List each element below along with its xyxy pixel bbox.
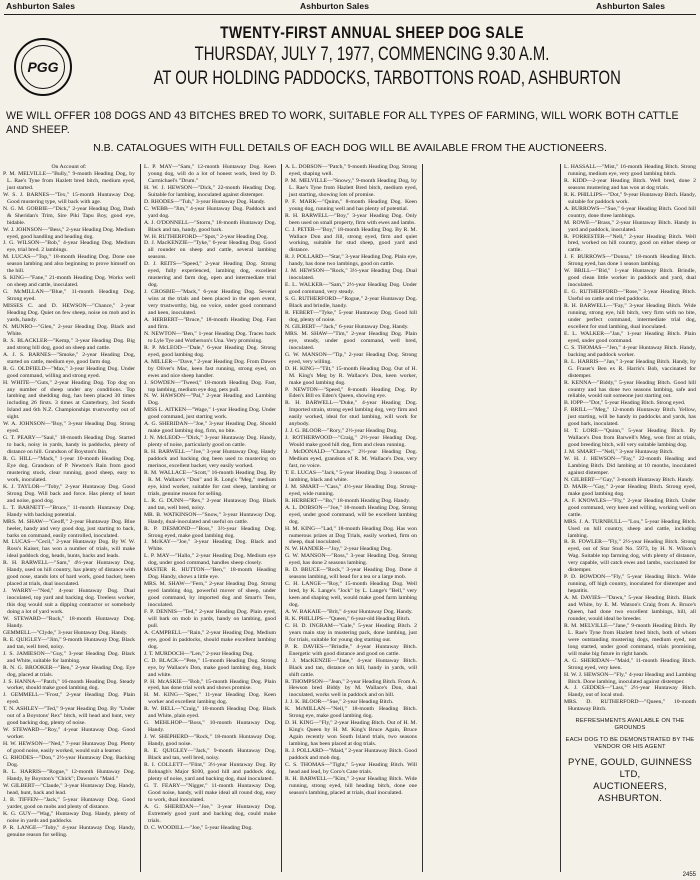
- pgg-logo-text: PGG: [21, 45, 65, 89]
- listing-entry: MRS. M. SHAW—"Fern," 2-year Heading Dog. Strong eyed lambing dog, powerful mover of sheep, under good command, by imported dog and Smart's Tess, inoculated.: [144, 581, 276, 609]
- listing-entry: T. E. LUCAS—"Jack," 5-year Heading Dog. 3 seasons of lambing, black and white.: [285, 469, 417, 483]
- auctioneer-line: PYNE, GOULD, GUINNESS LTD,: [567, 757, 693, 781]
- listing-entry: J. SOWDEN—"Tweed," 18-month Heading Dog. Fast, top lambing, medium eye dog, pets pull.: [144, 379, 276, 393]
- listing-column-2: [144, 164, 276, 872]
- sale-date: THURSDAY, JULY 7, 1977, COMMENCING 9.30 A.M.: [194, 44, 550, 65]
- listing-entry: R. B. FOWLER—"Fly," 2½-year Heading Bitch. Strong eyed, out of Star Stud No. 5973, by H. N. Wilson's Wag. Suitable top farming dog, with plenty of distance, very capable, will catch ewes and lambs, vaccinated for distemper.: [564, 539, 696, 574]
- listing-entry: G. W. MANSON—"Ross," 3-year Heading Dog. Strong eyed, has done 2 seasons lambing.: [285, 553, 417, 567]
- listing-entry: A. F. KNOWLES—"Fly," 2-year Heading Bitch. Under good command, very keen and willing, working well on cattle.: [564, 497, 696, 518]
- listing-entry: J. CROSBIE—"Mack," 6-year Heading Dog. Several wins at the trials and been placed in the open event, very trustworthy, big, no voice, under good command and keen, inoculated.: [144, 289, 276, 317]
- listing-entry: R. W. BELL—"Craig," 18-month Heading Dog. Black and White, plain eyed.: [144, 706, 276, 720]
- listing-entry: D. H. KING—"Tilt," 15-month Heading Dog. Out of H. M. King's Meg by R. Wallace's Don, keen worker, make good lambing dog.: [285, 365, 417, 386]
- listing-entry: M. LUCAS—"Top," 18-month Heading Dog. Done one season lambing and also beginning to prove himself on the hill.: [3, 254, 135, 275]
- listing-entry: MRS. D. RUTHERFORD—"Queen," 10-month Huntaway Bitch.: [564, 699, 696, 713]
- listing-entry: D. MAIR—"Gay," 2-year Heading Bitch. Strong eyed, make good lambing dog.: [564, 483, 696, 497]
- listing-entry: R. P. McLEOD—"Dale," 6-year Heading Dog. Strong eyed, good lambing dog.: [144, 344, 276, 358]
- listing-entry: J. W. SHEPHERD—"Rock," 18-month Huntaway Dog. Handy, good noise.: [144, 734, 276, 748]
- listing-entry: R. G. HILL—"Mack," 1-year 10-month Heading Dog. Eye dog. Grandson of P. Newton's Rain from good mustering stock, clear running, good sheep, easy to work, inoculated.: [3, 456, 135, 483]
- listing-entry: R. L. HARRIS—"Rogue," 12-month Huntaway Dog. Handy, by Boyston's "Chick"; Dawson's "Maid.": [3, 768, 135, 782]
- column-divider: [560, 164, 561, 872]
- listing-entry: J. G. WILSON—"Bob," 4-year Heading Dog. Medium eye, trial bred. 2 lambings.: [3, 240, 135, 254]
- listing-entry: G. MEHLHOP—"Boss," 10-month Huntaway Dog. Handy.: [144, 720, 276, 734]
- listing-entry: MRS. J. A. TURNBULL—"Lou," 5-year Heading Bitch. Used on hill country, sheep and cattle, including lambing.: [564, 518, 696, 539]
- listing-entry: D. J. MacKENZIE—"Tyke," 6-year Heading Dog. Good all rounder on sheep and cattle, several lambing seasons.: [144, 240, 276, 261]
- listing-entry: F. BRILL—"Meg," 12-month Huntaway Bitch. Yellow, just starting, will be handy in paddocks and yards, has good bark, inoculated.: [564, 407, 696, 428]
- listing-entry: A. CAMPBELL—"Rain," 2-year Heading Dog. Medium eye, good in paddocks, should make excellent lambing dog.: [144, 629, 276, 650]
- listing-entry: R. H. BARWELL—"Kim," 3-year Heading Bitch. Wide running, strong eyed, hill heading bitch, done one season's lambing, placed at trials, dual inoculated.: [285, 775, 417, 796]
- listing-entry: R. E. QUIGLEY—"Jack," 9-month Huntaway Dog. Black and tan, well bred, noisy.: [144, 748, 276, 762]
- listing-entry: N. NEWTON—"Ben," 1-year Heading Dog. Traces back to Lyle Tye and Wotherson's Una. Very promising.: [144, 330, 276, 344]
- listing-entry: G. T. FEARY—"Nigger," 11-month Huntaway Dog. Good noise, handy, will make ideal all round dog, easy to work, dual inoculated.: [144, 782, 276, 803]
- listing-entry: MISS L. AITKEN—"Wage," 1-year Heading Dog. Under good command, just starting work.: [144, 407, 276, 421]
- listing-entry: A. J. GEDDES—"Lass," 2½-year Huntaway Bitch. Handy, out of local stud.: [564, 685, 696, 699]
- listing-entry: R. P. DESMOND—"Boss," 3½-year Heading Dog. Strong eyed, make good lambing dog.: [144, 525, 276, 539]
- auctioneer-line: ASHBURTON.: [598, 793, 662, 805]
- listing-entry: C. S. THOMAS—"Tight," 5-year Heading Bitch. Will head and lead, by Coro's Cane trials.: [285, 761, 417, 775]
- listing-entry: D. RHODES—"Tuh," 3-year Huntaway Dog. Handy.: [144, 198, 266, 205]
- listing-entry: A. W. BAKAIE—"Brit," 4-year Huntaway Dog. Handy.: [285, 609, 413, 615]
- listing-entry: W. H. J. HEWSON—"Fay," 22-month Heading and Lambing Bitch. Did lambing at 10 months, inoculated against distemper.: [564, 456, 696, 476]
- listing-entry: J. M. SMART—"Cass," 4½-year Heading Dog. Strong-eyed, wide running.: [285, 483, 417, 497]
- listing-columns: [3, 164, 697, 872]
- listing-entry: R. D. BRUCE—"Rock," 3-year Heading Dog. Done 4 seasons lambing, will head for a tea or a large mob.: [285, 567, 417, 581]
- listing-entry: J. ROTHERWOOD—"Craig," 2½-year Heading Dog. Would make good hill dog, firm and clean running.: [285, 435, 417, 449]
- listing-entry: G. RHODES—"Don," 2½-year Huntaway Dog. Backing Dog.: [3, 755, 135, 768]
- listing-entry: M. LUCAS—"Cecil," 2-year Huntaway Dog. By W. W. Ross's Kaiser, has won a number of trials, will make ideal paddock dog, heads, hunts, backs and leads.: [3, 539, 135, 560]
- listing-entry: R. M. WALLACE—"Scott," 16-month Heading Dog. By R. M. Wallace's "Don" and R. Long's "Meg," medium eye, kind worker, suitable for cast sheep, lambing or trials, genuine reason for selling.: [144, 469, 276, 497]
- listing-entry: W. STEWARD—"Roy," 4-year Huntaway Dog. Good worker.: [3, 727, 135, 741]
- listing-entry: A. J. S. BARNES—"Smoke," 2-year Heading Dog, started on cattle, medium eye, good farm dog.: [3, 351, 135, 365]
- listing-entry: J. J. K. BLOOR—"Sue," 2-year Heading Bitch.: [285, 699, 394, 706]
- listing-entry: A. L. DOBSON—"Joe," 18-month Heading Dog. Strong eyed, under good command, will be excellent lambing dog.: [285, 504, 417, 525]
- listing-entry: S. G. RUTHERFORD—"Rogue," 2-year Huntaway Dog. Black and brindle, handy.: [285, 296, 417, 310]
- listing-column-1: [3, 164, 135, 872]
- listing-entry: H. T. LORE—"Quinn," 5-year Heading Bitch. By Wallace's Don from Barwell's Meg, won first at trials, good breeding bitch, will very suitable lambing dog.: [564, 428, 696, 449]
- listing-entry: H. M. KING—"Spec," 11-year Heading Dog. Keen worker and excellent lambing dog.: [144, 692, 276, 706]
- header-rule: [4, 14, 696, 15]
- listing-entry: P. M. MELVILLE—"Snowy," 9-month Heading Dog, by L. Rae's Tyne from Hazlett Bred bitch, medium eyed, just starting, showing lots of promise.: [285, 177, 417, 198]
- listing-entry: R. H. BARWELL—"Fay," 3-year Heading Bitch. Wide running, strong eye, hill bitch, very firm with no bite, under perfect command, intermediate trial dog, excellent for stud lambing, dual inoculated.: [564, 303, 696, 330]
- listing-entry: R. H. BARWELL—"Joe," 3-year Huntaway Dog. Handy paddock and backing dog been used to mustering on merinos, excellent backer, very easily worked.: [144, 449, 276, 469]
- listing-entry: H. W. J. HEWSON—"Fly," 4-year Heading and Lambing Bitch. Done lambing, inoculated against distemper.: [564, 671, 696, 685]
- column-divider: [140, 164, 141, 872]
- listing-entry: A. M. DAVIES—"Dawn," 5-year Heading Bitch. Black and White, by E. M. Watson's Craig from A. Bruce's Queen, had done two excellent lambings, hill, all rounder, would ideal be breeder.: [564, 595, 696, 622]
- listing-entry: P. D. BOWDON—"Fly," 5-year Heading Bitch. Wide running, off high country, inoculated for distemper and hepatitis.: [564, 574, 696, 595]
- listing-entry: R. K. PHILLIPS—"Queen," 6-year-old Heading Bitch.: [285, 615, 411, 622]
- running-header-center: Ashburton Sales: [300, 1, 370, 11]
- listing-entry: P. M. MELVILLE—"Bully," 9-month Heading Dog, by L. Rae's Tyne from Hazlett bred bitch, medium eyed, just started.: [3, 170, 135, 191]
- listing-column-4: [426, 164, 558, 872]
- listing-entry: G. W. MANSON—"Tip," 2-year Heading Dog. Strong eyed, very willing.: [285, 351, 417, 365]
- title-block: [92, 23, 652, 91]
- listing-column-5: [564, 164, 696, 872]
- listing-entry: P. NEWTON—"Speed," 8-month Heading Dog. By Eden's Bill ex Eden's Queen, showing eye.: [285, 386, 417, 400]
- listing-entry: A. HERBERT—"Bruce," 18-month Heading Dog. Fast and firm.: [144, 316, 276, 330]
- listing-entry: A. BURROWS—"Sue," 6-year Heading Bitch. Good hill country, done three lambings.: [564, 205, 696, 219]
- listing-entry: A. L. DOBSON—"Patch," 9-month Heading Dog. Strong eyed, shaping well.: [285, 164, 417, 177]
- running-header-right: Ashburton Sales: [596, 1, 666, 11]
- listing-entry: R. J. POLLARD—"Star," 3-year Heading Dog. Plain eye, handy, has done two lambings, good on cattle.: [285, 254, 417, 268]
- listing-entry: D. H. KING—"Fly," 2-year Heading Bitch. Out of H. M. King's Queen by H. M. King's Bruce Again, Bruce Again recently won South Island trials, two seasons lambing, has been placed at dog trials.: [285, 720, 417, 748]
- listing-entry: R. HERBERT—"Bo," 18-month Heading Dog. Handy.: [285, 497, 411, 504]
- page-number: 2455: [682, 872, 696, 878]
- listing-entry: W. H. RUTHERFORD—"Spot," 2-year Heading Dog.: [144, 233, 269, 240]
- listing-entry: MRS. M. SHAW—"Geoff," 2-year Huntaway Dog. Blue heeler, handy and very good dog, just starting to back, barks on command, easily controlled, inoculated.: [3, 518, 135, 539]
- listing-entry: R. G. OLDFIELD—"Max," 3-year Heading Dog. Under good command, willing and strong eyed.: [3, 365, 135, 379]
- listing-entry: R. FEBERT—"Tyke," 5-year Huntaway Dog. Good hill dog, plenty of noise.: [285, 310, 417, 323]
- listing-entry: C. WEBB—"Jim," 4-year Huntaway Dog. Paddock and yard dog.: [144, 205, 276, 219]
- sale-venue: AT OUR HOLDING PADDOCKS, TARBOTTONS ROAD, ASHBURTON: [153, 68, 621, 89]
- listing-entry: R. KIDD—2-year Heading Bitch. Well bred, done 2 seasons mustering and has won at dog trials.: [564, 177, 696, 191]
- column-divider: [281, 164, 282, 872]
- listing-entry: J. S. JAMIESON—"Guy," 3-year Heading Dog. Black and White, suitable for lambing.: [3, 650, 135, 664]
- listing-entry: S. KING—"Fane," 21-month Heading Dog. Works well on sheep and cattle, inoculated.: [3, 275, 135, 289]
- listing-entry: C. H. D. INGRAM—"Gale," 5-year Heading Bitch. 2 years main stay in mustering pack, done lambing, just for trials, suitable for young dog starting out.: [285, 622, 417, 643]
- listing-entry: L. P. MAY—"Sam," 12-month Huntaway Dog. Keen young dog, will do a lot of honest work, bred by D. Carmichael's "Drum.": [144, 164, 276, 184]
- listing-entry: A. MILLER—"Dave," 2-year Heading Dog. From Dawes by Oliver's Mac, keen fast running, strong eyed, on ewes and nice sheep handler.: [144, 358, 276, 379]
- listing-entry: D. C. WOODILL—"Joe," 5-year Heading Dog.: [144, 824, 253, 831]
- listing-column-3: [285, 164, 417, 872]
- listing-entry: J. N. McLEOD—"Dick," 3-year Huntaway Dog. Handy, plenty of noise, particularly good on cattle.: [144, 435, 276, 449]
- listing-entry: P. H. McASKIE—"Bob," 15-month Heading Dog. Plain eyed, has done trial work and shows promise.: [144, 678, 276, 692]
- listing-entry: E. L. WALKER—"Sam," 2½-year Heading Dog. Under good command, very steady.: [285, 282, 417, 296]
- running-header-left: Ashburton Sales: [6, 1, 76, 11]
- listing-entry: W. GILBERT—"Claude," 3-year Huntaway Dog. Handy, head, hunt, back and lead.: [3, 782, 135, 796]
- listing-entry: L. HASSALL—"Mist," 16-month Heading Bitch. Strong running, medium eye, very good lambing bitch.: [564, 164, 696, 177]
- listing-entry: MISSES C. and D. HEWSON—"Chance," 2-year Heading Dog. Quiet on few sheep, noise on mob and in yards, handy.: [3, 303, 135, 323]
- listing-entry: N. MUNRO—"Glen," 2-year Heading Dog. Black and White.: [3, 323, 135, 337]
- listing-entry: N. GILBERT—"Gay," 3-month Huntaway Bitch. Handy.: [564, 476, 694, 483]
- listing-entry: L. T. BARNETT—"Bruce," 11-month Huntaway Dog. Handy with backing potential.: [3, 504, 135, 518]
- listing-entry: K. McMILLAN—"Nell," 18-month Heading Bitch. Strong eye, make good lambing dog.: [285, 706, 417, 720]
- listing-entry: L. R. G. DUNN—"Rex," 2-year Huntaway Dog. Black and tan, well bred, noisy.: [144, 497, 276, 511]
- listing-entry: P. R. DAVIES—"Brindle," 4-year Huntaway Bitch. Energetic with good distance and good on cattle.: [285, 643, 417, 657]
- listing-entry: T. N. ASHLEY—"Ted," 9-year Heading Dog. By "Under out of a Boystons' Rex" bitch, will head and hunt, very good backing dog, plenty of noise.: [3, 706, 135, 727]
- listing-entry: C. J. PETER—"Boy," 18-month Heading Dog. By R. M. Wallace Don and Jill, strong eyed, firm and quiet working, suitable for stud sheep, good yard and distance.: [285, 226, 417, 254]
- listing-entry: N. W. HANDER—"Joy," 2-year Heading Dog.: [285, 546, 392, 553]
- listing-entry: R. THOMPSON—"Jean," 2-year Heading Bitch. From A. Hewson bred Biddy by M. Wallace's Don, dual inoculated, works well in paddock and on hill.: [285, 678, 417, 699]
- listing-entry: N. W. HAWSON—"Pal," 2-year Heading and Lambing Dog.: [144, 393, 276, 407]
- listing-entry: N. GILBERT—"Jack," 6-year Huntaway Dog. Handy.: [285, 323, 409, 330]
- listing-entry: G. T. PEARY—"Saul," 18-month Heading Dog. Started to back, noisy in yards, handy in paddocks, plenty of distance on hill. Grandson of Boyston's Bin.: [3, 435, 135, 456]
- listing-entry: J. McKAY—"Joe," 3-year Heading Dog. Black and White.: [144, 539, 276, 553]
- listing-entry: H. WHITE—"Guts," 2-year Heading Dog. Top dog on any number of sheep under any conditions. Top lambing and shedding dog, has been placed 30 times including 26 firsts. 3 times at Canterbury, 3rd South Island and 6th N.Z. Championships trustworthy out of sight.: [3, 379, 135, 421]
- listing-entry: W. J. JOHNSON—"Bess," 2-year Heading Dog. Medium eyed, good handling and heading dog.: [3, 226, 135, 240]
- listing-entry: A. G. SHERIDAN—"Maid," 11-month Heading Bitch. Strong eyed, very keen.: [564, 657, 696, 671]
- listing-entry: J. M. SMART—"Nell," 3-year Huntaway Bitch.: [564, 449, 674, 456]
- listing-entry: C. S. THOMAS—"Jen," 4-year Huntaway Bitch. Handy, backing and paddock worker.: [564, 344, 696, 358]
- listing-entry: R. N. G. BROOKER—"Ben," 2-year Heading Dog. Eye dog, placed at trials.: [3, 664, 135, 678]
- listing-entry: J. GEMMELL—"Frost," 2-year Heading Dog. Plain eyed.: [3, 692, 135, 706]
- listing-entry: R. L. HARRIS—"Jan," 3-year Heading Bitch. Handy, by G. Fraser's Ben ex R. Harris's Bob, vaccinated for distemper.: [564, 358, 696, 379]
- listing-entry: A. G. SHERIDAN—"Joe," 3-year Huntaway Dog. Extremely good yard and backing dog, could make trials.: [144, 803, 276, 824]
- listing-entry: R. E. QUIGLEY—"Jim," 9-month Huntaway Dog. Black and tan, well bred, noisy.: [3, 636, 135, 650]
- listing-entry: H. M. KING—"Lad," 18-month Heading Dog. Has won numerous prizes at Dog Trials, easily worked, firm on sheep, dual inoculated.: [285, 525, 417, 546]
- listing-entry: K. J. TAYLOR—"Toby," 2-year Huntaway Dog. Good Strong Dog. Will back and force. Has plenty of heart and noise, good dog.: [3, 483, 135, 504]
- listing-entry: A. G. SHERIDAN—"Joe," 3-year Heading Dog. Should make good lambing dog, firm, no bite.: [144, 421, 276, 435]
- listing-entry: H. W. HEWSON—"Ned," 7-year Huntaway Dog. Plenty of good noise, easily worked, would suit a learner.: [3, 741, 135, 755]
- listing-entry: W. BRILL—"Bid," 1-year Huntaway Bitch. Brindle, good clean little worker in paddock and yard, dual inoculated.: [564, 268, 696, 289]
- listing-entry: W. STEWARD—"Rock," 18-month Huntaway Dog. Handy.: [3, 615, 135, 629]
- listing-entry: R. H. BARWELL—"Duke," 4-year Heading Dog. Imported strain, strong eyed lambing dog, very firm and easily worked, ideal for stud lambing, will work for anybody.: [285, 400, 417, 428]
- on-account-heading: On Account of:: [51, 164, 87, 170]
- pgg-logo: [14, 38, 72, 96]
- listing-entry: MR. B. WATKINSON—"Snow," 3-year Huntaway Dog. Handy, dual-inoculated and useful on cattle.: [144, 511, 276, 525]
- listing-entry: E. G. RUTHERFORD—"Rose," 3-year Heading Bitch. Useful on cattle and tried paddocks.: [564, 289, 696, 303]
- listing-entry: H. W. J. HEWSON—"Dick," 22-month Heading Dog. Suitable for lambing, inoculated against distemper.: [144, 184, 276, 198]
- listing-entry: L. P. MAY—"Hallo," 2-year Heading Dog. Medium eye dog, under good command, handles sheep closely.: [144, 553, 276, 567]
- listing-entry: N. G. M. GOBBIE—"Dick," 2-year Heading Dog, Dash & Sheridan's Trim, Sire Piki Tapu Boy, good eye, bidable.: [3, 205, 135, 226]
- listing-entry: MRS. M. SHAW—"Tim," 2-year Heading Dog. Plain eye, steady, under good command, well bred, inoculated.: [285, 330, 417, 351]
- listing-entry: R. M. MELVILLE—"Jane," 9-month Heading Bitch. By L. Rae's Tyne from Hazlett bred bitch, both of whom were outstanding mustering dogs, medium eyed, not long started, under good command, trials promising, will make big future in right hands.: [564, 622, 696, 657]
- column-divider: [422, 164, 423, 872]
- listing-entry: MASTER R. HUTTON—"Ben," 18-month Heading Dog. Handy, shows a little eye.: [144, 567, 276, 581]
- listing-entry: R. I. COLLETT—"Flint," 3½-year Huntaway Dog. By Rohnagh's Major $100, good hill and paddock dog, plenty of noise, yard and backing dog, dual inoculated.: [144, 761, 276, 782]
- listing-entry: G. McMILLAN—"Blue," 11-month Heading Dog. Strong eyed.: [3, 289, 135, 303]
- listing-entry: W. A. JOHNSON—"Boy," 3-year Heading Dog. Strong eyed.: [3, 421, 135, 435]
- listing-entry: J. S. HANNA—"Patch," 16-month Heading Dog. Steady worker, should make good lambing dog.: [3, 678, 135, 692]
- running-header: [0, 0, 700, 14]
- sale-title: TWENTY-FIRST ANNUAL SHEEP DOG SALE: [220, 23, 524, 42]
- listing-entry: R. KENNA—"Biddy," 5-year Heading Bitch. Good hill country and has done two seasons lambing, safe and reliable, would suit someone just starting out.: [564, 379, 696, 400]
- listing-entry: C. D. BLACK—"Pete," 15-month Heading Dog. Strong eye, by Wallace's Don, make good lambing dog, black and white.: [144, 657, 276, 678]
- catalogue-note: N.B. CATALOGUES WITH FULL DETAILS OF EACH DOG WILL BE AVAILABLE FROM THE AUCTIONEERS.: [93, 142, 607, 154]
- auctioneer-block: [564, 757, 696, 805]
- listing-entry: A. J. O'DONNELL—"Storm," 18-month Huntaway Dog. Black and tan, handy, good bark.: [144, 219, 276, 233]
- listing-entry: J. M. HEWSON—"Rock," 3½-year Heading Dog. Dual inoculated.: [285, 268, 417, 282]
- listing-entry: R. H. BARWELL—"Boy," 3-year Heading Dog. Only been used on small property, firm with ewes and lambs.: [285, 212, 417, 226]
- demonstration-note: EACH DOG TO BE DEMONSTRATED BY THE VENDOR OR HIS AGENT: [565, 737, 695, 751]
- listing-entry: J. F. BURROWS—"Donna," 18-month Heading Bitch. Strong eyed, has done 1 season lambing.: [564, 254, 696, 268]
- listing-entry: R. FORRESTER—"Nell," 2-year Heading Bitch. Well bred, worked on hill country, good on either sheep or cattle.: [564, 233, 696, 254]
- listing-entry: P. R. LANGE—"Toby," 4-year Huntaway Dog. Handy, genuine reason for selling.: [3, 824, 135, 838]
- listing-entry: E. L. WALKER—"Jan," 1-year Heading Bitch. Plain eyed, under good command.: [564, 330, 696, 344]
- listing-entry: B. IOPP—"Dot," 5-year Heading Bitch. Strong eyed.: [564, 400, 686, 407]
- listing-entry: R. K. PHILLIPS—"Dot," 9-year Huntaway Bitch. Handy, suitable for paddock work.: [564, 191, 696, 205]
- listing-entry: C. H. LANGE—"Roy," 15-month Heading Dog. Well bred, by K. Lange's "Jock" by L. Lange's "Bell," very keen and shaping well, would make good farm lambing dog.: [285, 581, 417, 609]
- listing-entry: D. J. REITS—"Speed," 2-year Heading Dog. Strong eyed, fully experienced, lambing dog, excellent mustering and farm dog, open and intermediate trial dog.: [144, 261, 276, 289]
- listing-entry: GEMMELL—"Clyde," 3-year Huntaway Dog. Handy.: [3, 629, 128, 636]
- listing-entry: J. J. MacKENZIE—"Jane," 4-year Huntaway Bitch. Black and tan, distance on hill, handy in yards, will shift cattle.: [285, 657, 417, 678]
- listing-entry: R. S. BLACKLER—"Kemp," 3-year Heading Dog. Big and strong hill dog, good on sheep and cattle.: [3, 337, 135, 351]
- listing-entry: M. ROWE—"Brass," 2-year Huntaway Bitch. Handy in yard and paddock, inoculated.: [564, 219, 696, 233]
- listing-entry: R. H. BARWELL—"Sam," 4½-year Huntaway Dog. Handy, used on hill country, has plenty of distance with good nose, stands lots of hard work, good backer, been placed at trials, dual inoculated.: [3, 560, 135, 588]
- listing-entry: F. P. DENNIS—"Ted," 2-year Heading Dog. Plain eyed, will bark on mob in yards, handy on lambing, good pull.: [144, 609, 276, 629]
- listing-entry: J. McDONALD—"Chance," 2½-year Heading Dog. Medium eyed, grandson of R. M. Wallace's Don, very fast, no voice.: [285, 449, 417, 469]
- listing-entry: W. S. J. BARNES—"Tex," 15-month Huntaway Dog. Good mustering type, will back with age.: [3, 191, 135, 205]
- listing-entry: J. J. G. BLOOR—"Rory," 2½-year Heading Dog.: [285, 428, 398, 435]
- listing-entry: K. G. GUY—"Wag," Huntaway Dog. Handy, plenty of noise in yards and paddocks.: [3, 810, 135, 824]
- listing-entry: J. WARRY—"Ned," 4-year Huntaway Dog. Dual inoculated, top yard and backing dog. Treeless worker, this dog would suit a dipping contractor or somebody doing a lot of yard work.: [3, 588, 135, 615]
- listing-entry: R. J. POLLARD—"Maid," 2-year Huntaway Bitch. Good paddock and mob dog.: [285, 748, 417, 762]
- listing-entry: J. T. MURDOCH—"Len," 2-year Heading Dog.: [144, 650, 254, 657]
- intro-paragraph: WE WILL OFFER 108 DOGS AND 43 BITCHES BRED TO WORK, SUITABLE FOR ALL TYPES OF FARMING, WILL WORK BOTH CATTLE AND SHEEP.: [6, 110, 679, 136]
- auctioneer-line: AUCTIONEERS,: [593, 781, 667, 793]
- refreshments-note: REFRESHMENTS AVAILABLE ON THE GROUNDS: [575, 718, 685, 732]
- listing-entry: J. B. TIFFEN—"Jack," 5-year Huntaway Dog. Good yarder, good on mobs and plenty of distance.: [3, 796, 135, 810]
- listing-entry: P. F. MARK—"Quinn," 8-month Heading Dog. Keen young dog, running well and has plenty of potential.: [285, 198, 417, 212]
